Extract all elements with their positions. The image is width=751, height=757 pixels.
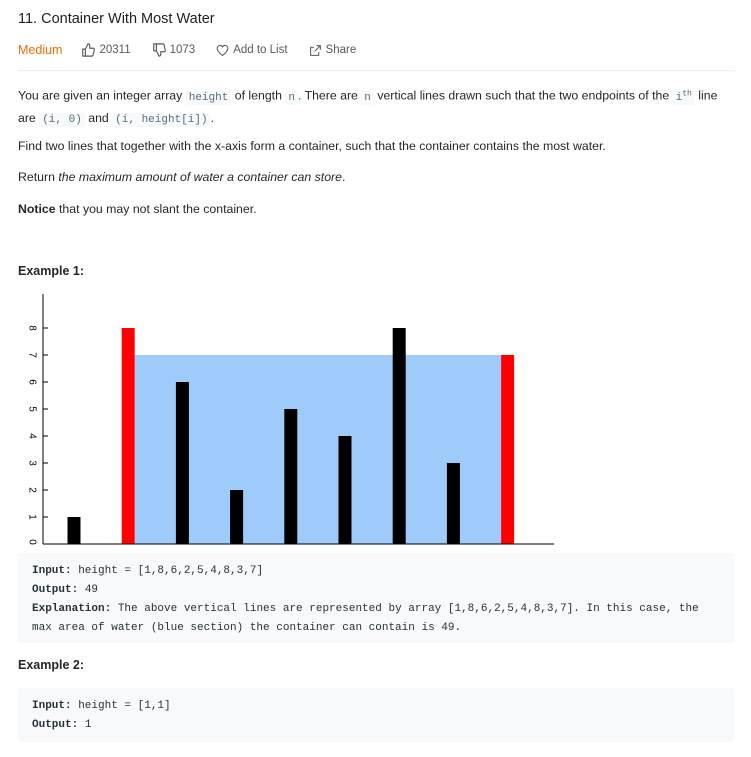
y-tick-label-1: 1 xyxy=(26,514,38,520)
share-icon xyxy=(309,44,322,57)
bar-8 xyxy=(501,355,514,544)
y-tick-label-2: 2 xyxy=(26,487,38,493)
y-tick-label-4: 4 xyxy=(26,433,38,439)
y-tick-label-6: 6 xyxy=(26,379,38,385)
y-tick-label-5: 5 xyxy=(26,406,38,412)
bar-6 xyxy=(393,328,406,544)
y-tick-label-3: 3 xyxy=(26,460,38,466)
container-chart xyxy=(18,290,578,552)
description-paragraph-3: Return the maximum amount of water a container can store. xyxy=(18,170,346,184)
y-tick-label-8: 8 xyxy=(26,325,38,331)
bar-0 xyxy=(68,517,81,544)
example-1-input: Input: height = [1,8,6,2,5,4,8,3,7] xyxy=(32,565,264,577)
bar-1 xyxy=(122,328,135,544)
share-button[interactable] xyxy=(309,44,357,57)
description-paragraph-2: Find two lines that together with the x-axis form a container, such that the container contains the most water. xyxy=(18,139,606,153)
water-area xyxy=(135,355,501,544)
example-1-title: Example 1: xyxy=(18,264,85,278)
y-tick-label-0: 0 xyxy=(26,539,38,545)
example-1-codebox xyxy=(18,553,734,643)
dislike-button[interactable] xyxy=(152,43,196,57)
description-paragraph-4: Notice that you may not slant the container. xyxy=(18,202,257,216)
add-to-list-button[interactable] xyxy=(216,44,287,57)
like-button[interactable] xyxy=(81,43,130,57)
like-count: 20311 xyxy=(99,44,131,56)
example-2-codebox xyxy=(18,688,734,742)
problem-title: 11. Container With Most Water xyxy=(18,11,215,27)
description-paragraph-1: You are given an integer array height of length n . There are n vertical lines drawn such that the two endpoints of the $i^{th}$ line are (i, 0) and (i, height[i]) . xyxy=(18,88,718,126)
dislike-count: 1073 xyxy=(169,44,196,56)
problem-meta-bar xyxy=(18,42,377,58)
example-2-input: Input: height = [1,1] xyxy=(32,700,171,712)
bar-2 xyxy=(176,382,189,544)
bar-4 xyxy=(284,409,297,544)
thumbs-down-icon xyxy=(152,43,166,57)
heart-icon xyxy=(216,44,229,57)
example-1-explanation: Explanation: The above vertical lines are represented by array [1,8,6,2,5,4,8,3,7]. In this case, the max area of water (blue section) the container can contain is 49. xyxy=(32,603,706,634)
add-to-list-label: Add to List xyxy=(233,44,288,56)
share-label: Share xyxy=(325,44,357,56)
difficulty-badge: Medium xyxy=(18,43,63,57)
bar-3 xyxy=(230,490,243,544)
thumbs-up-icon xyxy=(81,43,95,57)
example-2-output: Output: 1 xyxy=(32,719,92,731)
example-1-output: Output: 49 xyxy=(32,584,99,596)
example-2-title: Example 2: xyxy=(18,658,85,672)
header-divider xyxy=(18,70,735,71)
bar-5 xyxy=(339,436,352,544)
bar-7 xyxy=(447,463,460,544)
y-tick-label-7: 7 xyxy=(26,352,38,358)
